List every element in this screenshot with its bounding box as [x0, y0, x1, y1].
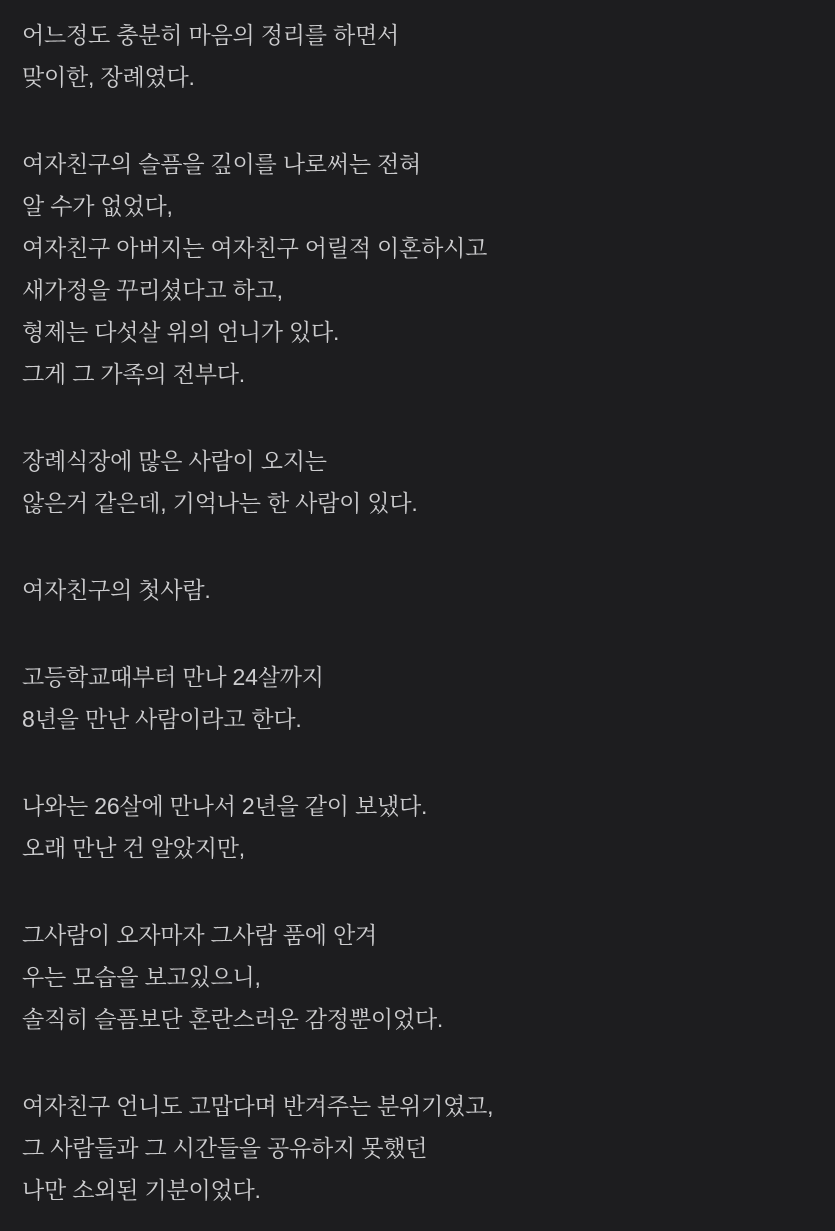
text-line: 여자친구의 첫사람.	[22, 577, 211, 603]
text-line: 여자친구의 슬픔을 깊이를 나로써는 전혀	[22, 151, 422, 177]
text-line: 새가정을 꾸리셨다고 하고,	[22, 277, 283, 303]
text-line: 여자친구 언니도 고맙다며 반겨주는 분위기였고,	[22, 1093, 494, 1119]
text-line: 그사람이 오자마자 그사람 품에 안겨	[22, 922, 378, 948]
paragraph	[22, 785, 811, 869]
text-line: 않은거 같은데, 기억나는 한 사람이 있다.	[22, 490, 418, 516]
paragraph	[22, 14, 811, 98]
text-line: 고등학교때부터 만나 24살까지	[22, 664, 324, 690]
text-line: 나만 소외된 기분이었다.	[22, 1177, 261, 1203]
text-line: 여자친구 아버지는 여자친구 어릴적 이혼하시고	[22, 235, 488, 261]
text-line: 솔직히 슬픔보단 혼란스러운 감정뿐이었다.	[22, 1006, 444, 1032]
paragraph	[22, 440, 811, 524]
text-line: 나와는 26살에 만나서 2년을 같이 보냈다.	[22, 793, 428, 819]
paragraph	[22, 1085, 811, 1211]
paragraph	[22, 914, 811, 1040]
text-line: 맞이한, 장례였다.	[22, 64, 195, 90]
text-line: 어느정도 충분히 마음의 정리를 하면서	[22, 22, 400, 48]
text-line: 8년을 만난 사람이라고 한다.	[22, 706, 302, 732]
paragraph	[22, 569, 811, 611]
text-line: 그 사람들과 그 시간들을 공유하지 못했던	[22, 1135, 428, 1161]
paragraph	[22, 143, 811, 395]
paragraph	[22, 656, 811, 740]
text-line: 그게 그 가족의 전부다.	[22, 361, 245, 387]
text-line: 장례식장에 많은 사람이 오지는	[22, 448, 327, 474]
text-line: 오래 만난 건 알았지만,	[22, 835, 245, 861]
text-line: 우는 모습을 보고있으니,	[22, 964, 261, 990]
text-line: 알 수가 없었다,	[22, 193, 173, 219]
text-line: 형제는 다섯살 위의 언니가 있다.	[22, 319, 340, 345]
